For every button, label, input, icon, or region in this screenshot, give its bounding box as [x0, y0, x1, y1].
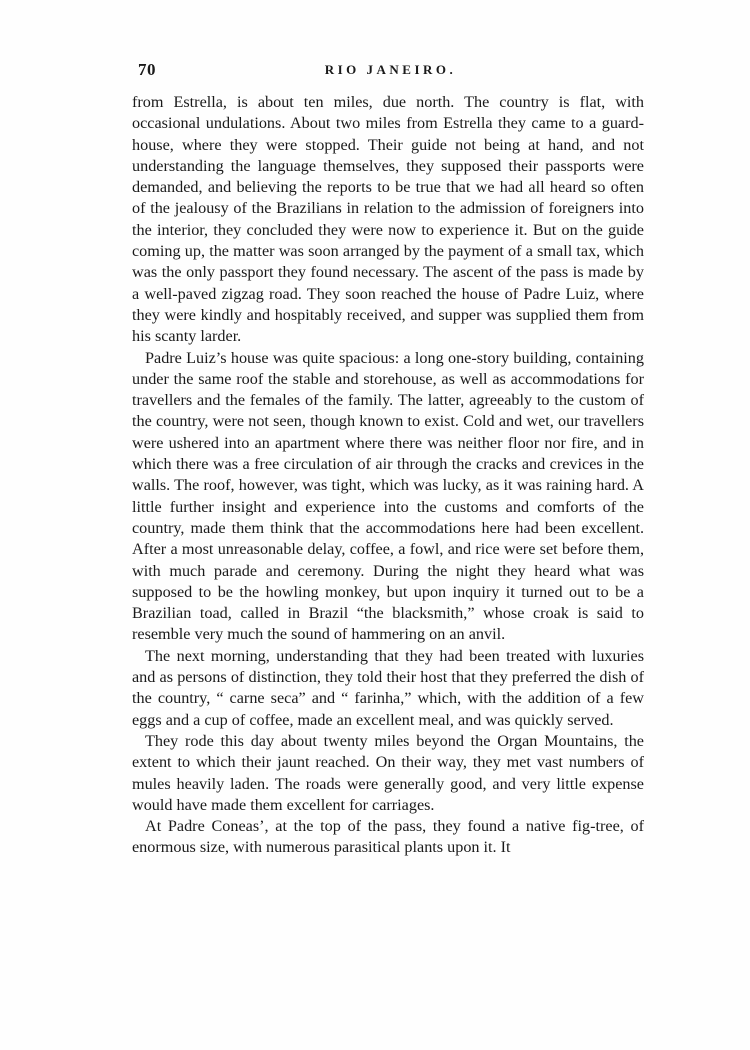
paragraph: from Estrella, is about ten miles, due north. The country is flat, with occasional undulations. About two miles from Estrella they came to a guard-house, where they were stopped. Their guide not being at hand, and not understanding the language themselves, they supposed their passports were demanded, and believing the reports to be true that we had all heard so often of the jealousy of the Brazilians in relation to the admission of foreigners into the interior, they concluded they were now to experience it. But on the guide coming up, the matter was soon arranged by the payment of a small tax, which was the only passport they found necessary. The ascent of the pass is made by a well-paved zigzag road. They soon reached the house of Padre Luiz, where they were kindly and hospitably received, and supper was supplied them from his scanty larder. — [132, 93, 644, 346]
paragraph: Padre Luiz’s house was quite spacious: a long one-story building, containing under the same roof the stable and storehouse, as well as accommodations for travellers and the females of the family. The latter, agreeably to the custom of the country, were not seen, though known to exist. Cold and wet, our travellers were ushered into an apartment where there was neither floor nor fire, and in which there was a free circulation of air through the cracks and crevices in the walls. The roof, however, was tight, which was lucky, as it was raining hard. A little further insight and experience into the customs and comforts of the country, made them think that the accommodations here had been excellent. After a most unreasonable delay, coffee, a fowl, and rice were set before them, with much parade and ceremony. During the night they heard what was supposed to be the howling monkey, but upon inquiry it turned out to be a Brazilian toad, called in Brazil “the blacksmith,” whose croak is said to resemble very much the sound of hammering on an anvil. — [132, 348, 644, 644]
running-head: RIO JANEIRO. — [324, 62, 457, 77]
page-number: 70 — [138, 60, 156, 79]
body-text — [132, 92, 644, 859]
page-header — [138, 60, 643, 84]
paragraph: They rode this day about twenty miles beyond the Organ Mountains, the extent to which their jaunt reached. On their way, they met vast numbers of mules heavily laden. The roads were generally good, and very little expense would have made them excellent for carriages. — [132, 731, 644, 814]
paragraph: At Padre Coneas’, at the top of the pass, they found a native fig-tree, of enormous size, with numerous parasitical plants upon it. It — [132, 817, 644, 857]
paragraph: The next morning, understanding that they had been treated with luxuries and as persons of distinction, they told their host that they preferred the dish of the country, “ carne seca” and “ farinha,” which, with the addition of a few eggs and a cup of coffee, made an excellent meal, and was quickly served. — [132, 646, 644, 729]
